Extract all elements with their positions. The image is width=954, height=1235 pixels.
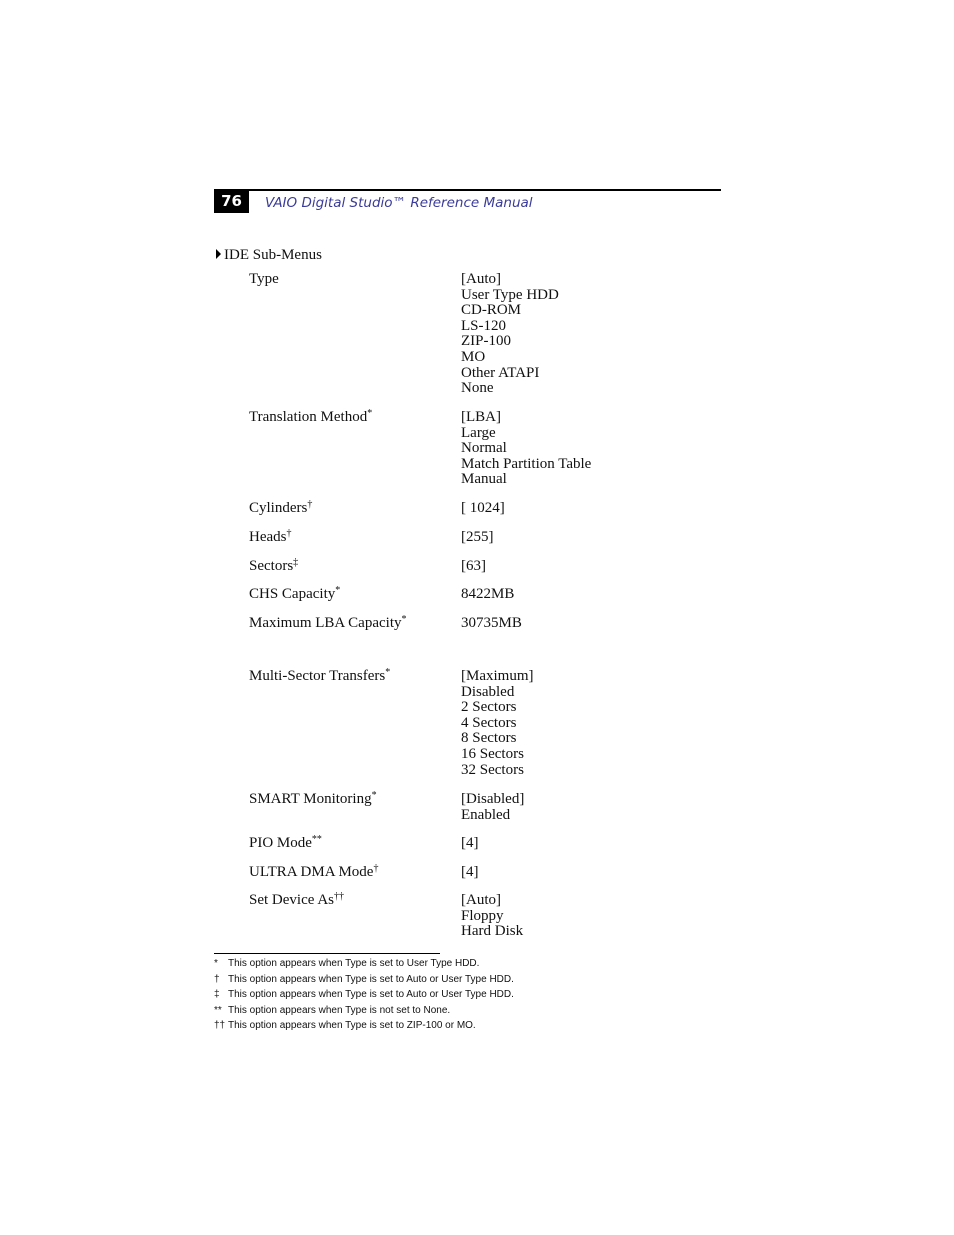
triangle-bullet-icon (216, 249, 221, 259)
options-list (461, 893, 523, 940)
entry-label: Cylinders† (249, 499, 313, 516)
entry-label: Sectors‡ (249, 557, 299, 574)
option: 16 Sectors (461, 745, 524, 762)
footnote: ‡ This option appears when Type is set to Auto or User Type HDD. (214, 989, 514, 1000)
section-title: IDE Sub-Menus (224, 247, 322, 263)
footnote-mark: † (373, 863, 379, 874)
options-list (461, 669, 534, 778)
section-heading (216, 246, 322, 264)
option: Enabled (461, 806, 511, 823)
entry-label: Multi-Sector Transfers* (249, 667, 391, 684)
option: 32 Sectors (461, 761, 524, 778)
footnote-mark: * (401, 614, 407, 625)
entry-label: SMART Monitoring* (249, 790, 377, 807)
option: 4 Sectors (461, 714, 517, 731)
entry-label: Heads† (249, 528, 292, 545)
options-list (461, 587, 514, 603)
footnotes (214, 956, 514, 1034)
footnote-mark: * (367, 408, 373, 419)
option: [Auto] (461, 271, 501, 287)
option: Hard Disk (461, 923, 524, 940)
option: [Maximum] (461, 668, 534, 684)
option: MO (461, 348, 486, 365)
header-rule (249, 189, 721, 191)
options-list (461, 792, 524, 823)
option: [63] (461, 558, 486, 574)
options-list (461, 272, 559, 397)
page-number: 76 (214, 189, 249, 213)
option: ZIP-100 (461, 333, 511, 350)
option: Large (461, 424, 496, 441)
footnote-mark: † (307, 499, 313, 510)
entry-label: PIO Mode** (249, 834, 322, 851)
option: Manual (461, 471, 507, 488)
footnote-mark: ** (311, 834, 322, 845)
footnote-mark: * (371, 790, 377, 801)
option: LS-120 (461, 317, 506, 334)
entry-label: Maximum LBA Capacity* (249, 614, 407, 631)
options-list (461, 865, 479, 881)
options-list (461, 616, 522, 632)
footnote-rule (214, 953, 440, 954)
option: 8 Sectors (461, 730, 517, 747)
footnote-mark: † (286, 528, 292, 539)
footnote: †† This option appears when Type is set to ZIP-100 or MO. (214, 1020, 476, 1031)
footnote-mark: * (335, 585, 341, 596)
option: Other ATAPI (461, 364, 540, 381)
footnote: ** This option appears when Type is not set to None. (214, 1004, 451, 1016)
option: [255] (461, 529, 494, 545)
entry-label: Type (249, 271, 279, 287)
option: 8422MB (461, 586, 515, 602)
option: 30735MB (461, 615, 522, 631)
options-list (461, 530, 494, 546)
option: User Type HDD (461, 286, 559, 303)
entry-label: ULTRA DMA Mode† (249, 863, 379, 880)
option: [LBA] (461, 409, 501, 425)
option: 2 Sectors (461, 699, 517, 716)
footnote: * This option appears when Type is set to User Type HDD. (214, 958, 480, 969)
option: None (461, 380, 494, 397)
options-list (461, 501, 505, 517)
option: [Disabled] (461, 791, 525, 807)
option: [Auto] (461, 892, 501, 908)
entry-label: Set Device As†† (249, 891, 344, 908)
option: [4] (461, 835, 479, 851)
running-title: VAIO Digital Studio™ Reference Manual (265, 195, 533, 211)
option: Disabled (461, 683, 515, 700)
footnote-mark: ‡ (293, 557, 299, 568)
entry-label: Translation Method* (249, 408, 373, 425)
footnote: † This option appears when Type is set to Auto or User Type HDD. (214, 973, 514, 985)
footnote-mark: * (385, 667, 391, 678)
option: Floppy (461, 907, 504, 924)
options-list (461, 836, 479, 852)
option: [ 1024] (461, 500, 505, 516)
footnote-mark: †† (333, 891, 344, 902)
option: Normal (461, 440, 507, 457)
option: [4] (461, 864, 479, 880)
option: Match Partition Table (461, 455, 592, 472)
options-list (461, 410, 591, 488)
entry-label: CHS Capacity* (249, 585, 341, 602)
options-list (461, 559, 486, 575)
option: CD-ROM (461, 302, 522, 319)
